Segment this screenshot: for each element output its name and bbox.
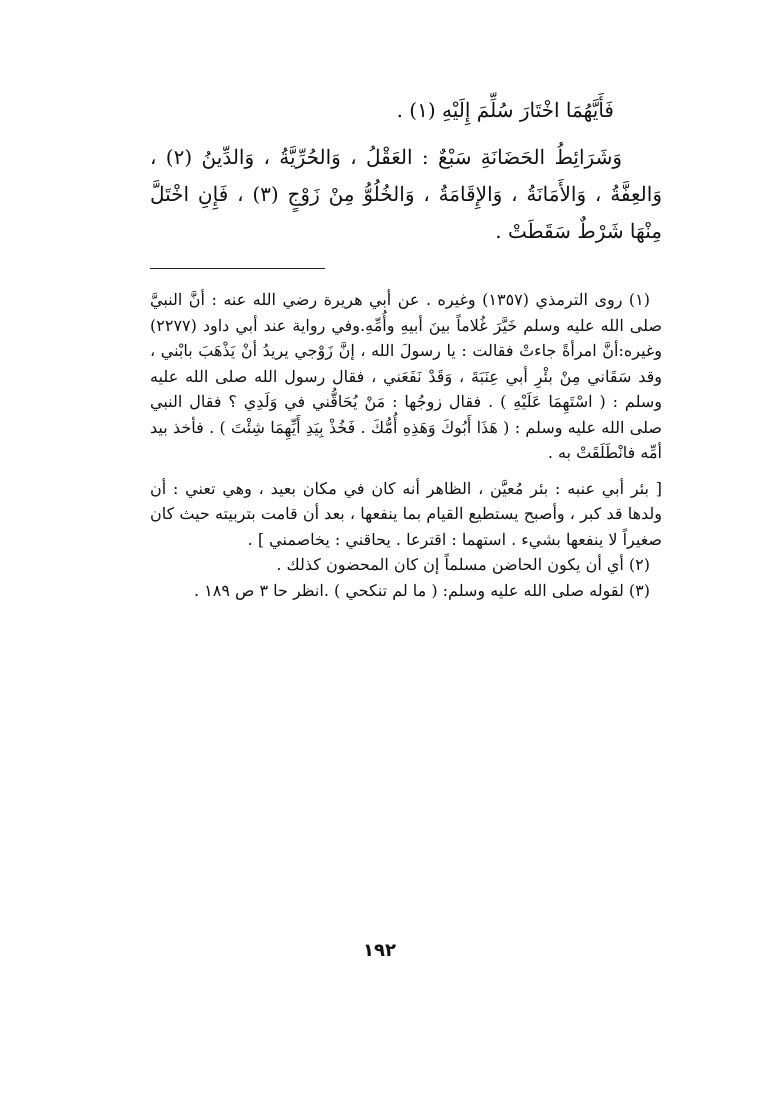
page-number: ١٩٢ xyxy=(363,940,396,961)
footnote-divider xyxy=(150,268,325,269)
footnotes xyxy=(150,287,662,603)
footnote-3: (٣) لقوله صلى الله عليه وسلم: ( ما لم تنكحي ) .انظر حا ٣ ص ١٨٩ . xyxy=(193,580,650,600)
main-text-paragraph: وَشَرَائِطُ الحَضَانَةِ سَبْعٌ : العَقْلُ ، وَالحُرِّيَّةُ ، وَالدِّينُ (٢) ، وَالعِفَّةُ ، وَالأَمَانَةُ ، وَالإِقَامَةُ ، وَالخُلُوُّ مِنْ زَوْجٍ (٣) ، فَإِنِ اخْتَلَّ مِنْهَا شَرْطٌ سَقَطَتْ . xyxy=(150,145,662,243)
footnote-1: (١) روى الترمذي (١٣٥٧) وغيره . عن أبي هريرة رضي الله عنه : أنَّ النبيَّ صلى الله عليه وسلم خَيَّرَ غُلاماً بينَ أبيهِ وأُمِّهِ.وفي رواية عند أبي داود (٢٢٧٧) وغيره:أنَّ امرأةً جاءتْ فقالت : يا رسولَ الله ، إنَّ زَوْجي يريدُ أنْ يَذْهَبَ بابْني ، وقد سَقَاني مِنْ بئْرِ أبي عِنَبَةَ ، وَقَدْ نَفَعَني ، فقال رسول الله صلى الله عليه وسلم : ( اسْتَهِمَا عَلَيْهِ ) . فقال زوجُها : مَنْ يُحَاقُّني في وَلَدِي ؟ فقال النبي صلى الله عليه وسلم : ( هَذَا أَبُوكَ وَهَذِهِ أُمُّكَ . فَخُذْ بِيَدِ أَيِّهِمَا شِئْتَ ) . فأخذ بيد أمِّه فانْطَلَقَتْ به . xyxy=(150,290,662,462)
main-text xyxy=(150,92,662,250)
footnote-commentary: [ بئر أبي عنبه : بئر مُعيَّن ، الظاهر أنه كان في مكان بعيد ، وهي تعني : أن ولدها قد كبر ، وأصبح يستطيع القيام بما ينفعها ، بعد أن قامت بتربيته حيث كان صغيراً لا ينفعها بشيء . استهما : اقترعا . يحاقني : يخاصمني ] . xyxy=(150,478,662,549)
main-text-line-1: فَأَيَّهُمَا اخْتَارَ سُلِّمَ إِلَيْهِ (١) . xyxy=(396,98,614,122)
footnote-2: (٢) أي أن يكون الحاضن مسلماً إن كان المحضون كذلك . xyxy=(276,555,650,574)
